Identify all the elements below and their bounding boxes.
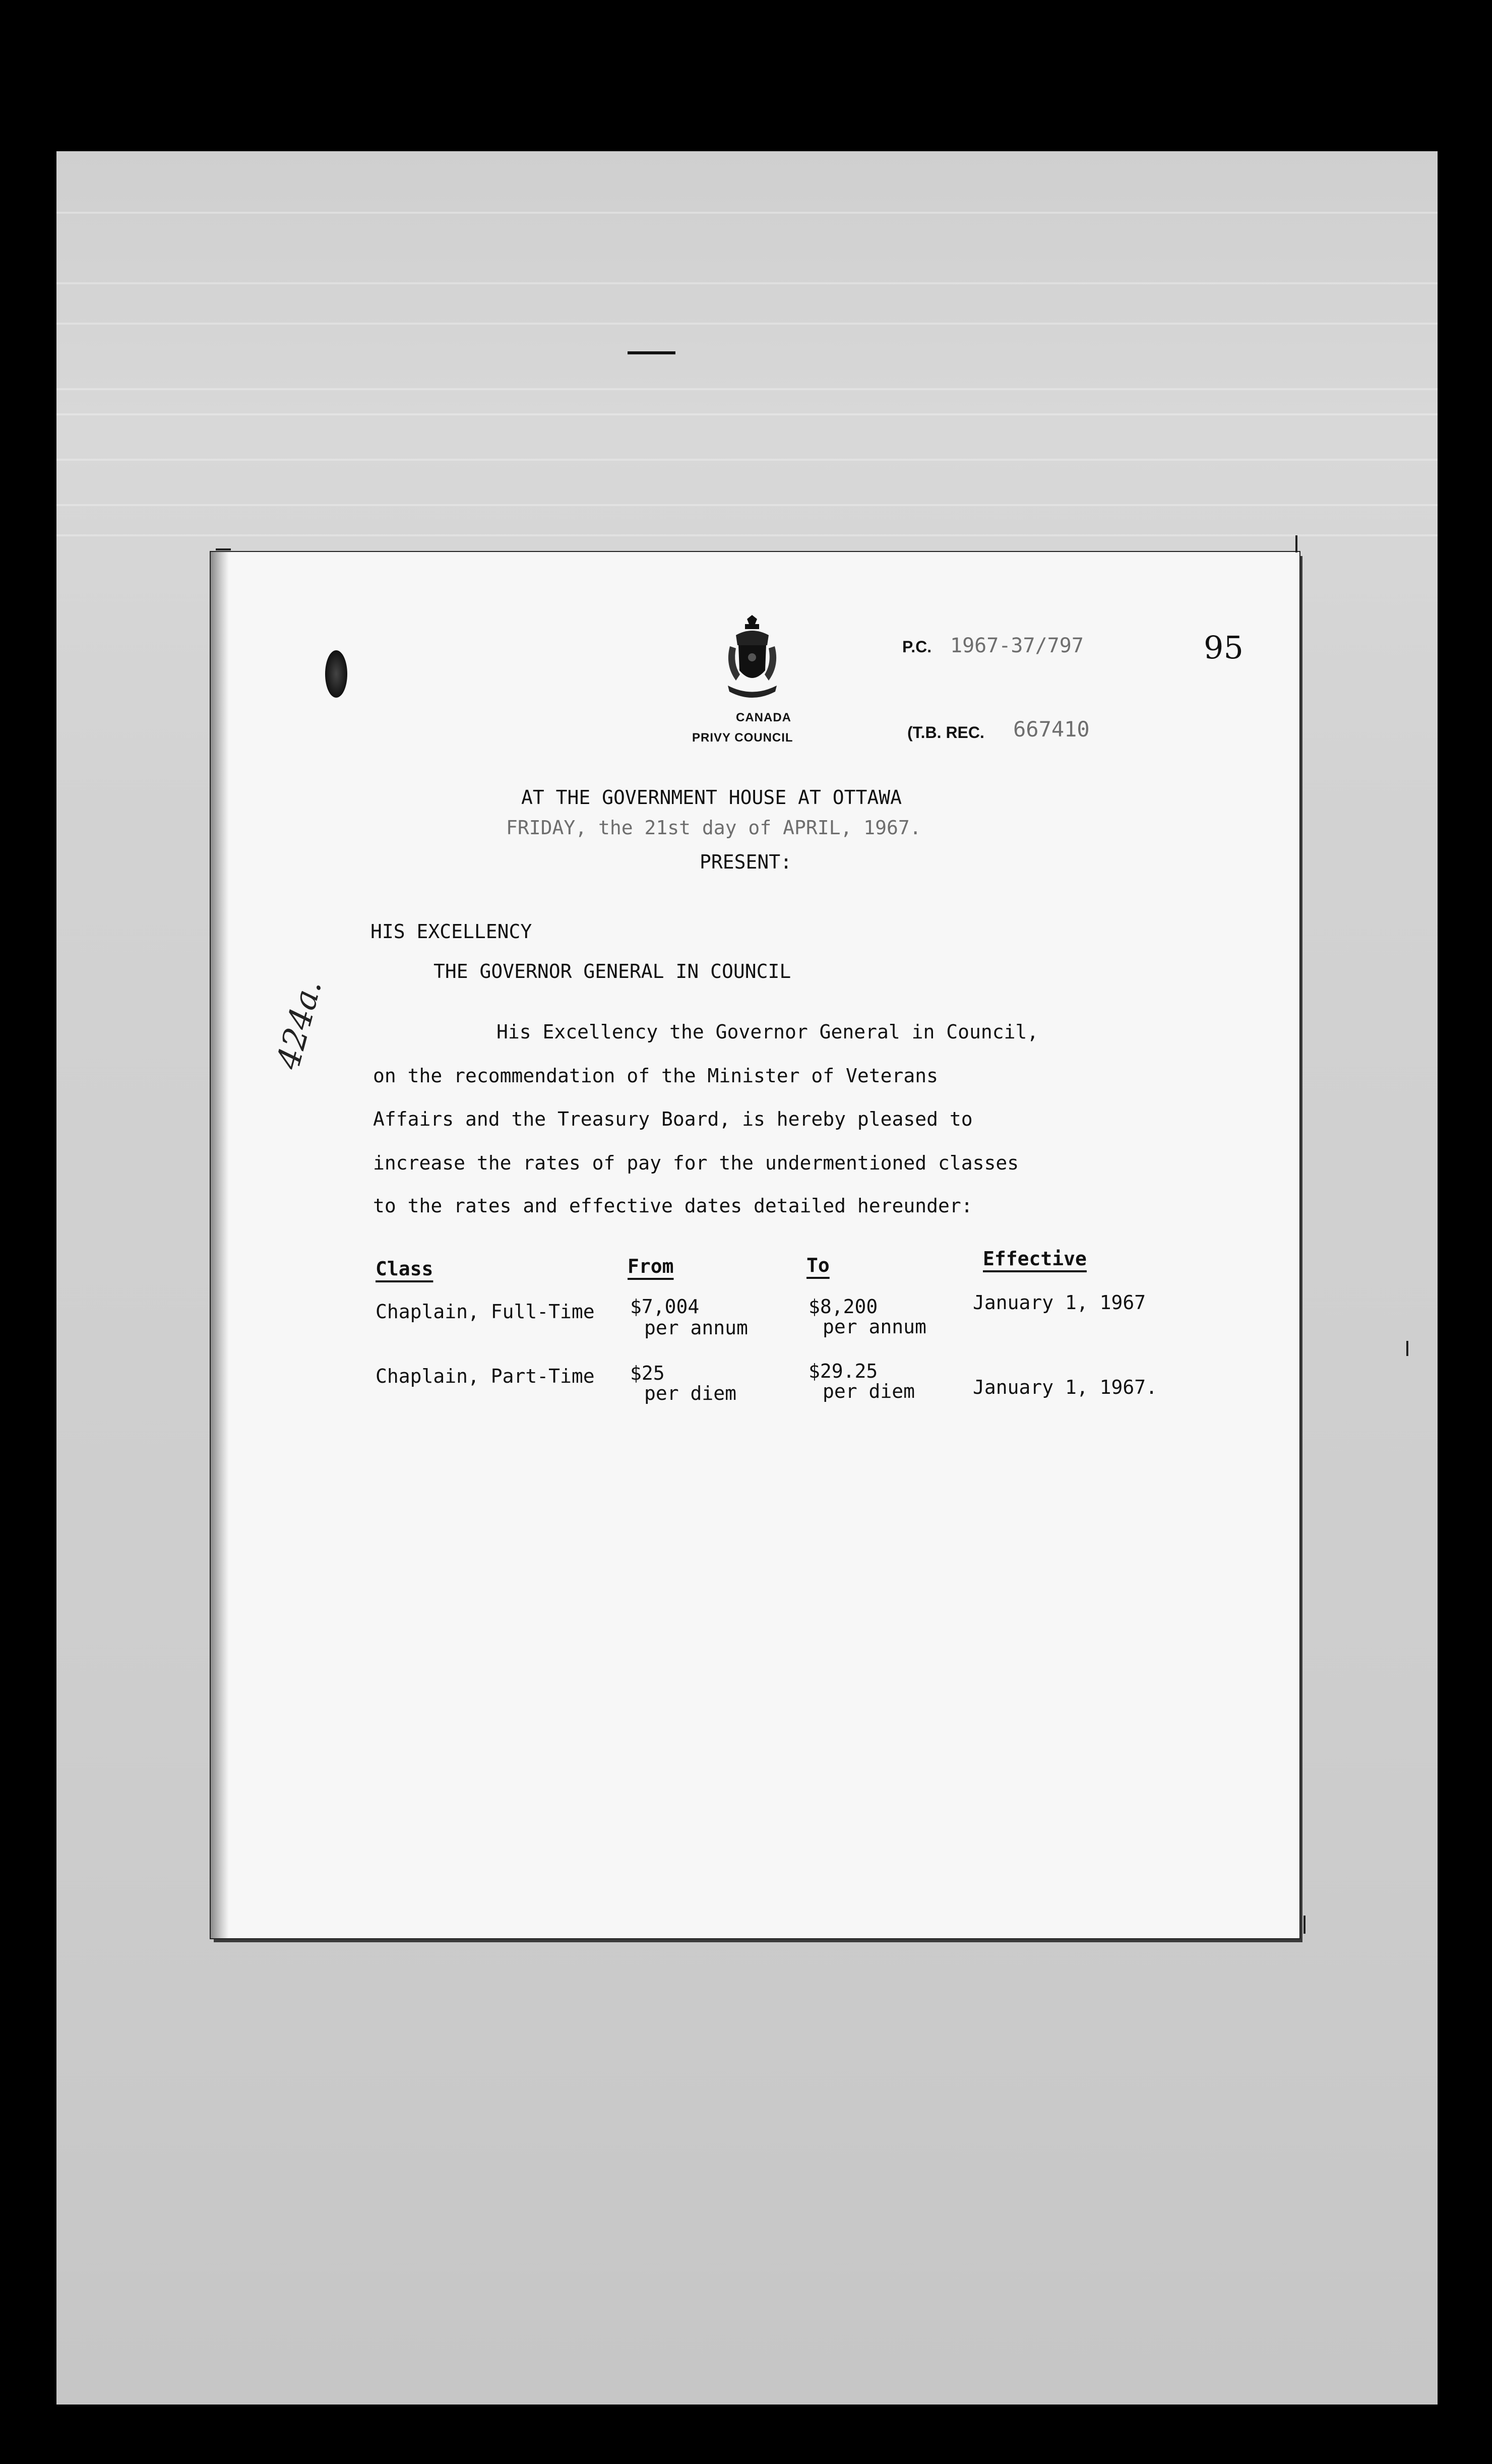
issuer-line-1: CANADA [736, 711, 791, 724]
pc-label: P.C. [902, 638, 932, 656]
corner-mark [1406, 1341, 1408, 1356]
corner-mark [216, 548, 231, 550]
pc-number: 1967-37/797 [950, 634, 1084, 657]
table-cell-effective: January 1, 1967. [973, 1376, 1158, 1398]
table-cell-from: $7,004 [630, 1296, 700, 1318]
film-mark [628, 351, 675, 354]
salutation-line-1: HIS EXCELLENCY [370, 920, 532, 943]
table-cell-from: $25 [630, 1362, 665, 1384]
body-line: on the recommendation of the Minister of Veterans [373, 1065, 939, 1087]
table-header-to: To [806, 1254, 830, 1276]
page-edge-shadow [211, 552, 229, 1938]
body-line: to the rates and effective dates detailed hereunder: [373, 1195, 973, 1217]
table-cell-to-unit: per annum [823, 1316, 926, 1338]
body-line: increase the rates of pay for the undermentioned classes [373, 1152, 1019, 1174]
date-line: FRIDAY, the 21st day of APRIL, 1967. [506, 817, 921, 839]
body-line: His Excellency the Governor General in Council, [496, 1021, 1039, 1043]
document-page [211, 552, 1299, 1938]
salutation-line-2: THE GOVERNOR GENERAL IN COUNCIL [433, 960, 791, 982]
handwritten-margin-note: 424a. [270, 975, 330, 1074]
corner-mark [1295, 535, 1297, 552]
table-cell-from-unit: per annum [644, 1317, 748, 1339]
present-line: PRESENT: [700, 851, 792, 873]
table-header-effective: Effective [983, 1248, 1087, 1270]
issuer-line-2: PRIVY COUNCIL [692, 731, 793, 745]
place-line: AT THE GOVERNMENT HOUSE AT OTTAWA [521, 786, 902, 809]
table-header-class: Class [376, 1258, 433, 1280]
punch-hole [325, 650, 347, 698]
body-line: Affairs and the Treasury Board, is hereby pleased to [373, 1108, 973, 1130]
table-cell-class: Chaplain, Part-Time [376, 1365, 595, 1387]
tb-rec-label: (T.B. REC. [907, 723, 984, 742]
corner-mark [1303, 1916, 1306, 1934]
table-cell-class: Chaplain, Full-Time [376, 1301, 595, 1323]
table-cell-from-unit: per diem [644, 1382, 737, 1404]
page-number: 95 [1204, 629, 1244, 666]
table-cell-to: $8,200 [809, 1296, 878, 1318]
table-header-from: From [628, 1255, 674, 1277]
canada-coat-of-arms-icon [721, 615, 784, 701]
table-cell-to: $29.25 [809, 1360, 878, 1382]
tb-rec-number: 667410 [1013, 717, 1090, 742]
table-cell-effective: January 1, 1967 [973, 1291, 1146, 1314]
table-cell-to-unit: per diem [823, 1380, 915, 1402]
